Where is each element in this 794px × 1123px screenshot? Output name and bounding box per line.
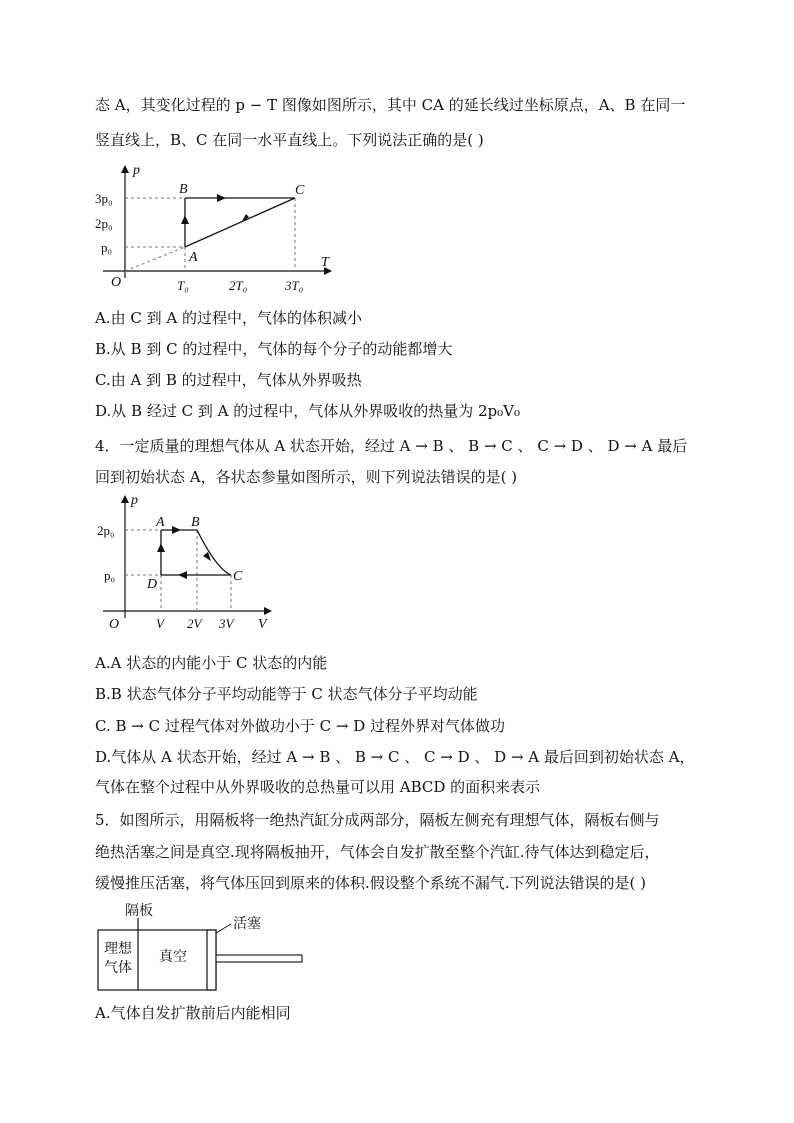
piston-rod [216, 955, 302, 962]
q5-stem-line3: 缓慢推压活塞，将气体压回到原来的体积.假设整个系统不漏气.下列说法错误的是( ) [95, 874, 647, 892]
point-d-label: D [147, 577, 158, 592]
partition-label: 隔板 [125, 904, 153, 919]
q4-option-d: D.气体从 A 状态开始，经过 A → B 、 B → C 、 C → D 、 D → A 最后回到初始状态 A， [95, 748, 695, 766]
q3-option-c: C.由 A 到 B 的过程中，气体从外界吸热 [95, 371, 362, 389]
q5-cylinder-diagram [95, 900, 315, 995]
q5-stem-line1: 5．如图所示，用隔板将一绝热汽缸分成两部分，隔板左侧充有理想气体，隔板右侧与 [95, 811, 660, 829]
cylinder [98, 930, 216, 990]
y-tick-3p0: 3p₀ [95, 191, 113, 206]
origin-label: O [111, 275, 122, 290]
piston-label: 活塞 [233, 917, 261, 932]
y-tick-p0: p₀ [104, 568, 116, 583]
gas-label-line1: 理想 [104, 942, 132, 957]
q4-stem-line1: 4．一定质量的理想气体从 A 状态开始，经过 A → B 、 B → C 、 C → D 、 D → A 最后 [95, 437, 688, 455]
process-c-a [185, 198, 295, 247]
q4-option-d-cont: 气体在整个过程中从外界吸收的总热量可以用 ABCD 的面积来表示 [95, 778, 541, 796]
gas-label-line2: 气体 [104, 961, 132, 976]
point-b-label: B [179, 182, 188, 197]
q4-option-a: A.A 状态的内能小于 C 状态的内能 [95, 654, 328, 672]
q4-option-c: C. B → C 过程气体对外做功小于 C → D 过程外界对气体做功 [95, 717, 505, 735]
x-tick-t0: T₀ [177, 278, 189, 293]
q5-stem-line2: 绝热活塞之间是真空.现将隔板抽开，气体会自发扩散至整个汽缸.待气体达到稳定后， [95, 843, 660, 861]
piston [207, 930, 216, 990]
point-a-label: A [189, 250, 198, 265]
y-tick-p0: p₀ [101, 240, 113, 255]
q3-pt-diagram [95, 160, 345, 300]
vacuum-label: 真空 [159, 950, 187, 965]
point-c-label: C [233, 569, 243, 584]
process-b-c [197, 530, 231, 575]
point-a-label: A [156, 515, 165, 530]
q4-stem-line2: 回到初始状态 A，各状态参量如图所示，则下列说法错误的是( ) [95, 468, 518, 486]
x-tick-3v: 3V [219, 616, 234, 631]
origin-label: O [109, 617, 120, 632]
q3-stem-line1: 态 A，其变化过程的 p − T 图像如图所示，其中 CA 的延长线过坐标原点，A、B 在同一 [95, 96, 686, 114]
q4-pv-diagram [95, 492, 285, 637]
x-tick-2v: 2V [187, 616, 202, 631]
q3-option-a: A.由 C 到 A 的过程中，气体的体积减小 [95, 309, 362, 327]
q3-option-d: D.从 B 经过 C 到 A 的过程中，气体从外界吸收的热量为 2p₀V₀ [95, 402, 520, 420]
x-tick-v: V [156, 616, 164, 631]
y-axis-label: p [131, 493, 138, 508]
x-tick-3t0: 3T₀ [285, 278, 304, 293]
x-tick-2t0: 2T₀ [229, 278, 248, 293]
x-axis-label: V [258, 617, 267, 632]
y-axis-label: p [133, 163, 140, 178]
y-tick-2p0: 2p₀ [95, 216, 113, 231]
point-b-label: B [191, 515, 200, 530]
q3-stem-line2: 竖直线上，B、C 在同一水平直线上。下列说法正确的是( ) [95, 131, 484, 149]
q3-option-b: B.从 B 到 C 的过程中，气体的每个分子的动能都增大 [95, 340, 453, 358]
y-tick-2p0: 2p₀ [97, 523, 115, 538]
q4-option-b: B.B 状态气体分子平均动能等于 C 状态气体分子平均动能 [95, 685, 478, 703]
point-c-label: C [295, 183, 305, 198]
q5-option-a: A.气体自发扩散前后内能相同 [95, 1004, 291, 1022]
x-axis-label: T [321, 255, 329, 270]
